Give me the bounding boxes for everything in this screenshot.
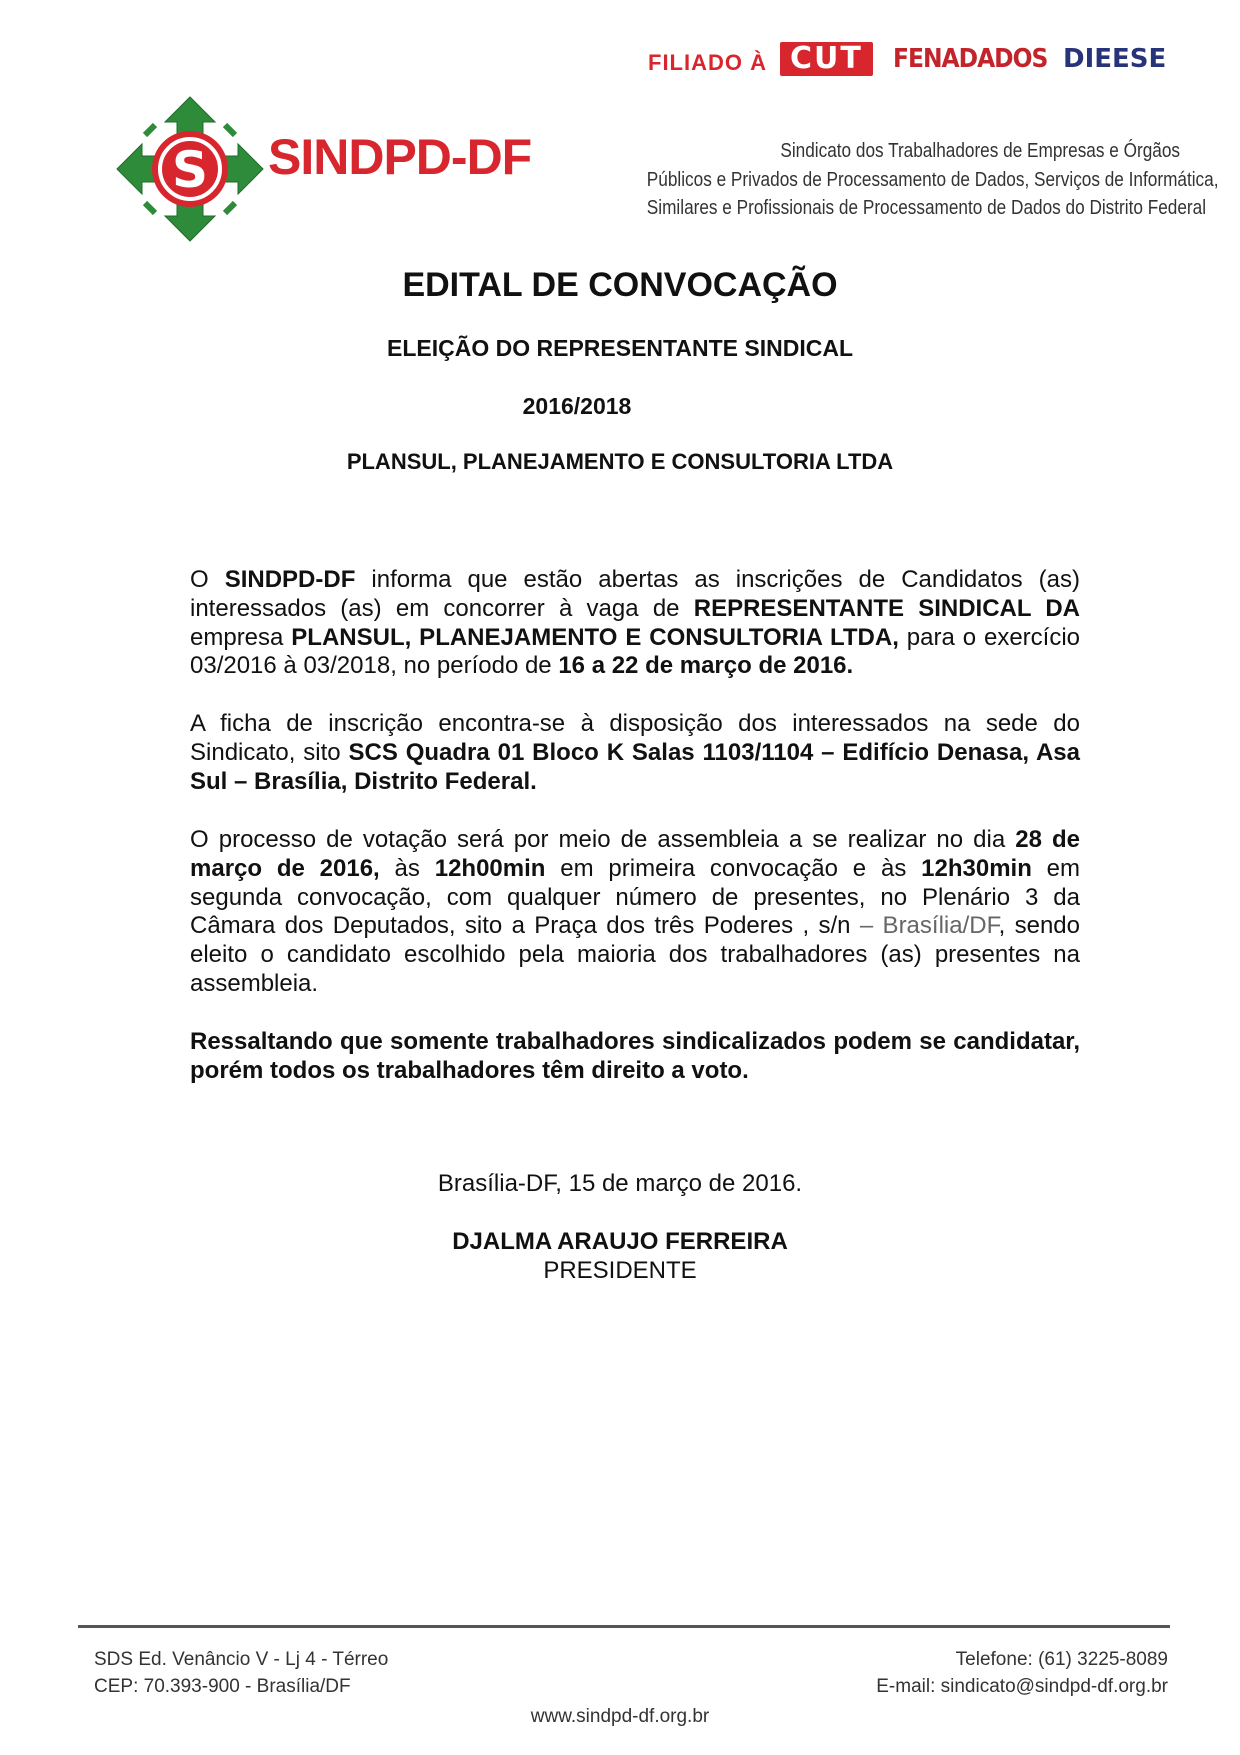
text: para o exercício 03/2016 à 03/2018, no período de [190,623,1081,680]
org-description-line: Públicos e Privados de Processamento de Dados, Serviços de Informática, [646,168,1219,191]
text: em primeira convocação e às [545,854,922,882]
text: A ficha de inscrição encontra-se à disposição dos interessados na sede do Sindicato, sito [190,710,1080,766]
signer-role: PRESIDENTE [543,1257,697,1284]
paragraph-voting [190,826,1080,999]
text-gray: – Brasília/DF [859,912,999,940]
paragraph-registration [190,566,1080,681]
cut-logo: CUT [780,42,873,76]
emphasis: 12h00min [434,854,546,882]
dieese-logo: DIEESE [1063,44,1167,74]
brand-name: SINDPD-DF [268,129,532,185]
footer-divider [78,1625,1170,1628]
footer-address [94,1646,388,1700]
email: E-mail: sindicato@sindpd-df.org.br [876,1676,1168,1697]
emphasis: SCS Quadra 01 Bloco K Salas 1103/1104 – Edifício Denasa, Asa Sul – Brasília, Distrito Federal. [190,738,1080,795]
text: às [379,854,435,882]
company-name: PLANSUL, PLANEJAMENTO E CONSULTORIA LTDA [346,449,894,474]
emphasis: 16 a 22 de março de 2016. [558,652,854,680]
document-subtitle: ELEIÇÃO DO REPRESENTANTE SINDICAL [387,335,853,361]
text: informa que estão abertas as inscrições de Candidatos (as) interessados (as) em concorrer à vaga de [190,566,1080,622]
text: O [190,566,225,593]
emphasis: 28 de março de 2016, [190,826,1080,882]
text: , sendo eleito o candidato escolhido pela maioria dos trabalhadores (as) presentes na assembleia. [190,912,1081,997]
svg-text:S: S [171,141,209,199]
organization-description [646,137,1219,223]
paragraph-note: Ressaltando que somente trabalhadores sindicalizados podem se candidatar, porém todos os trabalhadores têm direito a voto. [190,1028,1080,1084]
signer-name: DJALMA ARAUJO FERREIRA [452,1228,788,1255]
document-title: EDITAL DE CONVOCAÇÃO [402,266,838,304]
election-period: 2016/2018 [522,393,632,419]
place-date: Brasília-DF, 15 de março de 2016. [437,1170,803,1197]
phone: Telefone: (61) 3225-8089 [955,1649,1168,1670]
emphasis: 12h30min [921,854,1032,882]
paragraph-location [190,710,1080,796]
website: www.sindpd-df.org.br [530,1706,710,1727]
emphasis: SINDPD-DF [224,566,356,593]
text: O processo de votação será por meio de assembleia a se realizar no dia [190,826,1016,853]
address-line: SDS Ed. Venâncio V - Lj 4 - Térreo [94,1649,389,1670]
emphasis: REPRESENTANTE SINDICAL DA [693,594,1080,622]
affiliation-label: FILIADO À [648,50,767,75]
address-line: CEP: 70.393-900 - Brasília/DF [94,1676,351,1697]
org-description-line: Sindicato dos Trabalhadores de Empresas e Órgãos [780,140,1180,162]
org-description-line: Similares e Profissionais de Processamento de Dados do Distrito Federal [646,197,1207,219]
emphasis: PLANSUL, PLANEJAMENTO E CONSULTORIA LTDA, [291,623,899,651]
footer-contact [876,1646,1168,1700]
text: empresa [190,623,292,651]
text: em segunda convocação, com qualquer número de presentes, no Plenário 3 da Câmara dos Deputados, sito a Praça dos três Poderes , s/n [190,854,1081,940]
sindpd-emblem-icon [115,95,265,243]
fenadados-logo: FENADADOS [893,44,1048,74]
